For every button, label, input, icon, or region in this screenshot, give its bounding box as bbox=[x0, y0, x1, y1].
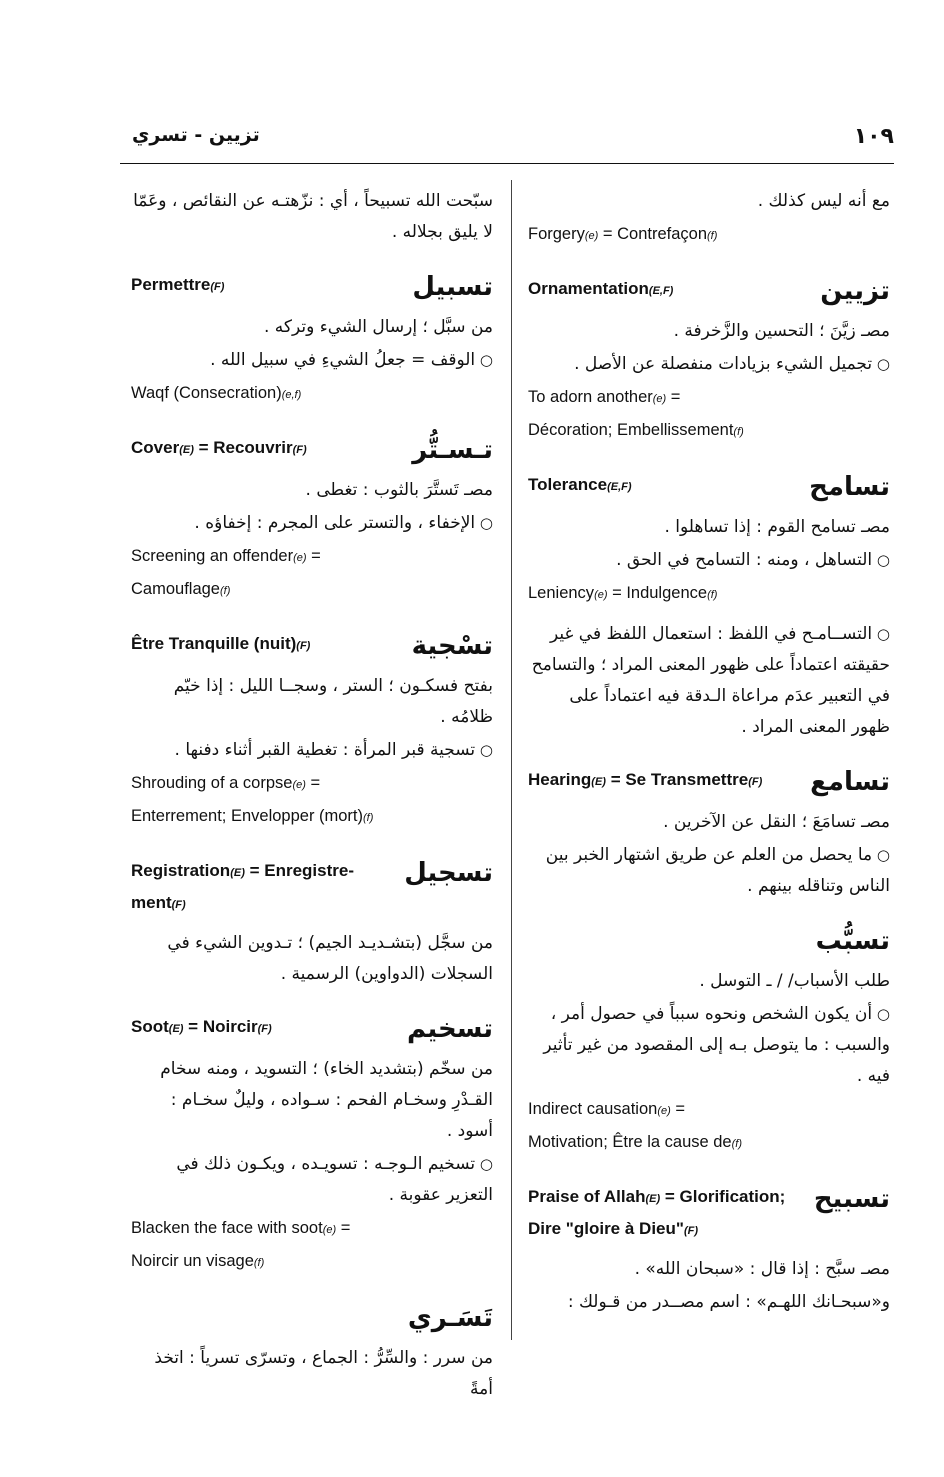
dictionary-entry bbox=[528, 924, 890, 1160]
language-tag: (f) bbox=[707, 589, 718, 601]
english-headword: Hearing(E) = Se Transmettre(F) bbox=[528, 770, 763, 789]
arabic-headword: تزيين bbox=[820, 276, 890, 306]
arabic-sense: ○ تجميل الشيء بزيادات منفصلة عن الأصل . bbox=[528, 349, 890, 380]
arabic-sense: ○ تسجية قبر المرأة : تغطية القبر أثناء دفنها . bbox=[131, 735, 493, 766]
language-tag: (E) bbox=[230, 867, 245, 879]
english-headword: Registration(E) = Enregistre- ment(F) bbox=[131, 861, 354, 912]
english-equivalent: To adorn another(e) = bbox=[528, 388, 681, 406]
english-equivalent: Décoration; Embellissement(f) bbox=[528, 421, 744, 439]
arabic-definition: مع أنه ليس كذلك . bbox=[757, 191, 890, 211]
arabic-sense: ○ التســامـح في اللفظ : استعمال اللفظ في غير حقيقته اعتماداً على ظهور المعنى المراد ؛ والتسامح في التعبير عدَم مراعاة الـدقة فيه اعتماداً على ظهور المعنى المراد . bbox=[528, 619, 890, 743]
arabic-definition: مصـ زيَّنَ ؛ التحسين والزَّخرفة . bbox=[673, 321, 890, 341]
language-tag: (e) bbox=[584, 230, 599, 242]
arabic-sense: ○ الوقف = جعلُ الشيءِ في سبيل الله . bbox=[131, 345, 493, 376]
arabic-definition: مصـ سبَّح : إذا قال : «سبحان الله» . bbox=[634, 1259, 890, 1279]
english-headword: Être Tranquille (nuit)(F) bbox=[131, 634, 311, 653]
language-tag: (F) bbox=[292, 444, 307, 456]
dictionary-entry bbox=[528, 765, 890, 902]
language-tag: (F) bbox=[257, 1023, 272, 1035]
dictionary-entry bbox=[131, 1012, 493, 1279]
language-tag: (f) bbox=[253, 1257, 265, 1269]
language-tag: (e,f) bbox=[281, 389, 302, 401]
entry-heading bbox=[131, 629, 493, 663]
entry-heading bbox=[528, 274, 890, 308]
english-equivalent: Noircir un visage(f) bbox=[131, 1252, 265, 1270]
arabic-sense: ○ الإخفاء ، والتستر على المجرم : إخفاؤه . bbox=[131, 508, 493, 539]
header-rule bbox=[120, 163, 894, 164]
arabic-definition: طلب الأسباب/ / ـ التوسل . bbox=[699, 971, 890, 991]
english-equivalent: Shrouding of a corpse(e) = bbox=[131, 774, 321, 792]
arabic-definition: من سبَّل ؛ إرسال الشيء وتركه . bbox=[264, 317, 493, 337]
arabic-definition: مصـ تسامح القوم : إذا تساهلوا . bbox=[664, 517, 890, 537]
arabic-definition: مصـ تسامَعَ ؛ النقل عن الآخرين . bbox=[663, 812, 890, 832]
arabic-sense: ○ أن يكون الشخص ونحوه سبباً في حصول أمر ، والسبب : ما يتوصل بـه إلى المقصود من غير تأثير فيه . bbox=[528, 999, 890, 1092]
language-tag: (f) bbox=[733, 426, 744, 438]
arabic-headword: تـسـتُّر bbox=[412, 435, 493, 465]
arabic-headword: تسبيح bbox=[813, 1184, 890, 1214]
english-equivalent: Forgery(e) = Contrefaçon(f) bbox=[528, 225, 718, 243]
language-tag: (e) bbox=[652, 393, 667, 405]
arabic-headword: تسامح bbox=[809, 472, 890, 502]
language-tag: (f) bbox=[219, 585, 231, 597]
english-equivalent: Motivation; Être la cause de(f) bbox=[528, 1133, 742, 1151]
entry-heading bbox=[528, 924, 890, 958]
dictionary-entry bbox=[528, 274, 890, 448]
language-tag: (e) bbox=[594, 589, 608, 601]
language-tag: (F) bbox=[296, 640, 311, 652]
arabic-headword: تسبيل bbox=[412, 272, 493, 302]
right-column bbox=[528, 186, 890, 1340]
dictionary-entry bbox=[528, 1182, 890, 1318]
entry-heading bbox=[528, 470, 890, 504]
dictionary-entry bbox=[528, 470, 890, 743]
arabic-definition: من سخّم (بتشديد الخاء) ؛ التسويد ، ومنه سخام القـدْرِ وسخـام الفحم : سـواده ، وليلٌ سخـام : أسود . bbox=[160, 1059, 493, 1141]
arabic-sense: ○ التساهل ، ومنه : التسامح في الحق . bbox=[528, 545, 890, 576]
entry-heading bbox=[131, 856, 493, 920]
arabic-headword: تسْجية bbox=[411, 631, 493, 661]
english-equivalent: Enterrement; Envelopper (mort)(f) bbox=[131, 807, 374, 825]
language-tag: (E) bbox=[168, 1023, 184, 1035]
english-headword: Soot(E) = Noircir(F) bbox=[131, 1017, 272, 1036]
entry-heading bbox=[131, 433, 493, 467]
language-tag: (F) bbox=[171, 899, 186, 911]
continuation-block bbox=[131, 186, 493, 248]
language-tag: (F) bbox=[683, 1225, 698, 1237]
english-equivalent: Leniency(e) = Indulgence(f) bbox=[528, 584, 718, 602]
english-equivalent: Screening an offender(e) = bbox=[131, 547, 321, 565]
page-header bbox=[120, 118, 894, 164]
language-tag: (f) bbox=[363, 812, 374, 824]
arabic-definition: بفتح فسكـون ؛ الستر ، وسجــا الليل : إذا خيّم ظلامُه . bbox=[173, 676, 493, 727]
entry-heading bbox=[528, 765, 890, 799]
language-tag: (E) bbox=[591, 776, 606, 788]
language-tag: (f) bbox=[707, 230, 718, 242]
english-equivalent: Waqf (Consecration)(e,f) bbox=[131, 384, 302, 402]
dictionary-entry bbox=[131, 1301, 493, 1405]
entry-heading bbox=[528, 1182, 890, 1246]
english-headword: Cover(E) = Recouvrir(F) bbox=[131, 438, 307, 457]
arabic-sense: ○ تسخيم الـوجـه : تسويـده ، ويكـون ذلك في التعزير عقوبة . bbox=[131, 1149, 493, 1211]
dictionary-entry bbox=[131, 270, 493, 411]
english-equivalent: Indirect causation(e) = bbox=[528, 1100, 686, 1118]
arabic-sense: ○ ما يحصل من العلم عن طريق اشتهار الخبر بين الناس وتناقله بينهم . bbox=[528, 840, 890, 902]
language-tag: (e) bbox=[292, 779, 306, 791]
language-tag: (e) bbox=[322, 1224, 337, 1236]
language-tag: (e) bbox=[657, 1105, 671, 1117]
arabic-headword: تسخيم bbox=[407, 1014, 493, 1044]
language-tag: (E) bbox=[179, 444, 194, 456]
language-tag: (f) bbox=[731, 1138, 742, 1150]
language-tag: (E,F) bbox=[607, 481, 632, 493]
language-tag: (E) bbox=[645, 1193, 661, 1205]
english-headword: Ornamentation(E,F) bbox=[528, 279, 674, 298]
arabic-headword: تسبُّب bbox=[815, 926, 890, 956]
language-tag: (F) bbox=[210, 281, 225, 293]
english-equivalent: Blacken the face with soot(e) = bbox=[131, 1219, 351, 1237]
page-number: ١٠٩ bbox=[853, 124, 894, 149]
running-title: تزيين - تسري bbox=[132, 124, 260, 146]
continuation-block bbox=[528, 186, 890, 252]
arabic-headword: تسامع bbox=[810, 767, 890, 797]
language-tag: (F) bbox=[748, 776, 763, 788]
dictionary-entry bbox=[131, 433, 493, 607]
dictionary-entry bbox=[131, 629, 493, 834]
arabic-headword: تَسَـري bbox=[407, 1303, 493, 1333]
language-tag: (e) bbox=[293, 552, 307, 564]
english-headword: Permettre(F) bbox=[131, 275, 225, 294]
entry-heading bbox=[131, 1012, 493, 1046]
column-divider bbox=[511, 180, 512, 1340]
entry-heading bbox=[131, 270, 493, 304]
english-headword: Praise of Allah(E) = Glorification; Dire "gloire à Dieu"(F) bbox=[528, 1187, 786, 1238]
dictionary-entry bbox=[131, 856, 493, 990]
english-headword: Tolerance(E,F) bbox=[528, 475, 632, 494]
arabic-headword: تسجيل bbox=[404, 858, 493, 888]
arabic-definition: من سجَّل (بتشـديـد الجيم) ؛ تـدوين الشيء في السجلات (الدواوين) الرسمية . bbox=[167, 933, 493, 984]
arabic-definition: مصـ تَستَّرَ بالثوب : تغطى . bbox=[305, 480, 493, 500]
arabic-definition: من سرر : والسِّرُّ : الجماع ، وتسرّى تسرياً : اتخذ أمةً bbox=[154, 1348, 493, 1399]
left-column bbox=[131, 186, 493, 1427]
arabic-definition: و«سبحـانك اللهـم» : اسم مصــدر من قـولك : bbox=[567, 1292, 890, 1312]
arabic-definition: سبّحت الله تسبيحاً ، أي : نزّهتـه عن النقائص ، وعَمّا لا يليق بجلاله . bbox=[133, 191, 493, 242]
english-equivalent: Camouflage(f) bbox=[131, 580, 231, 598]
language-tag: (E,F) bbox=[648, 285, 674, 297]
entry-heading bbox=[131, 1301, 493, 1335]
